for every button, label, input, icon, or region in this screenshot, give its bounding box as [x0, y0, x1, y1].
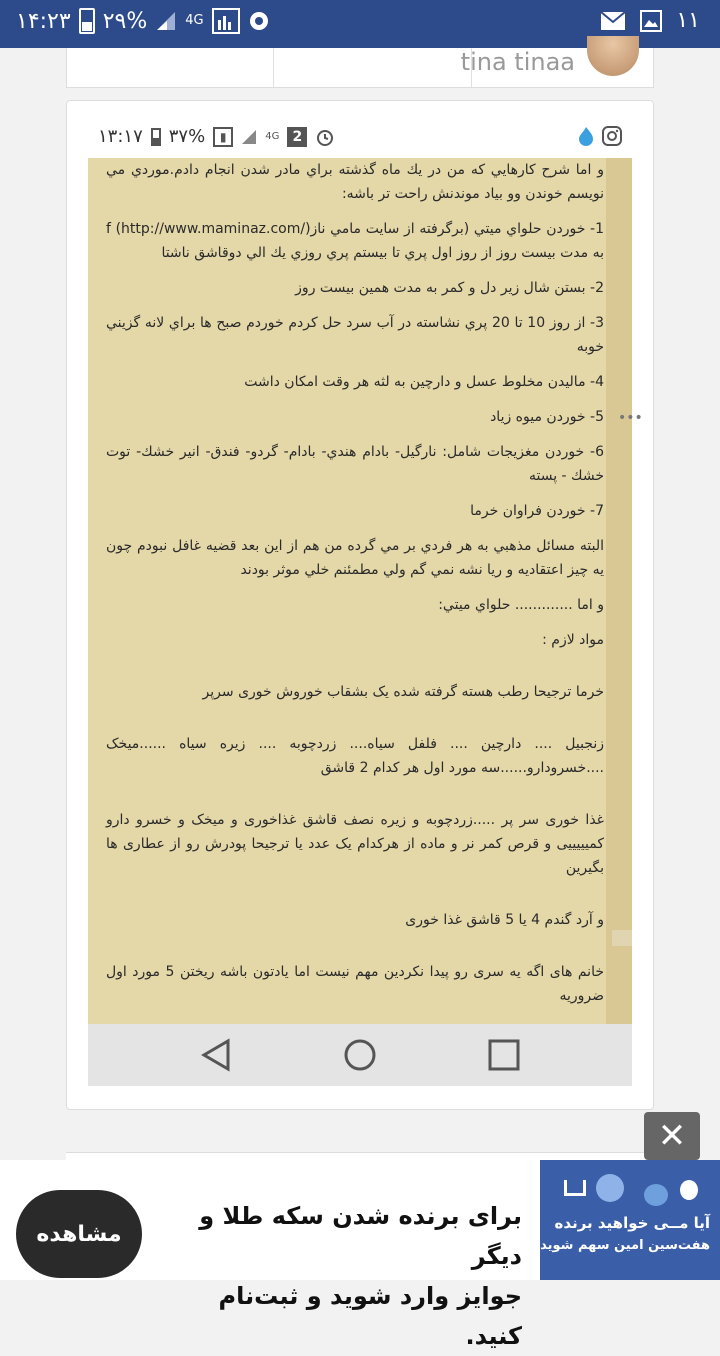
post-username[interactable]: tina tinaa	[460, 48, 575, 76]
view-ad-button[interactable]: مشاهده	[16, 1190, 142, 1278]
previous-post-card	[66, 48, 654, 88]
side-indicator: •••	[618, 410, 643, 426]
inner-network: 4G	[265, 131, 280, 142]
article-paragraph: 7- خوردن فراوان خرما	[470, 503, 604, 519]
inner-battery-icon	[151, 128, 161, 146]
article-paragraph: خرما ترجيحا رطب هسته گرفته شده يک بشقاب خوروش خوری سرپر	[202, 684, 604, 700]
article-paragraph: 4- ماليدن مخلوط عسل و دارچين به لثه هر وقت امكان داشت	[244, 374, 604, 390]
recents-icon	[487, 1038, 521, 1072]
back-icon	[200, 1038, 234, 1072]
network-type: 4G	[185, 13, 204, 28]
article-paragraph: 5- خوردن ميوه زياد	[490, 409, 604, 425]
mail-icon	[600, 11, 626, 31]
inner-battery: ۳۷%	[168, 126, 206, 147]
screenshot-nav-bar	[88, 1024, 632, 1086]
egg-icon	[644, 1184, 668, 1206]
inner-time: ۱۳:۱۷	[98, 126, 143, 147]
article-paragraph: و آرد گندم 4 یا 5 قاشق غذا خوری	[405, 912, 604, 928]
article-paragraph: 6- خوردن مغزيجات شامل: نارگيل- بادام هندي- بادام- گردو- فندق- انير خشك- توت خشك - پسته	[106, 444, 604, 484]
inner-data-icon: ▮	[213, 127, 233, 147]
inner-status-right	[578, 126, 622, 146]
inner-status-left	[98, 126, 335, 147]
article-paragraph: خانم های اگه یه سری رو پیدا نکردین مهم نیست اما یادتون باشه ریختن 5 مورد اول ضروریه	[106, 964, 604, 1004]
ad-image[interactable]	[540, 1160, 720, 1280]
ad-text-line: جوایز وارد شوید و ثبت‌نام کنید.	[218, 1282, 522, 1350]
article-paragraph: 1- خوردن حلواي ميتي (برگرفته از سايت مامي نازf (http://www.maminaz.com/) به مدت بيست روز از روز اول پري تا بيستم پري روزي يك الي دوقاشق ناشتا	[106, 221, 604, 261]
ad-image-title: آیا مــی خواهید برنده	[554, 1214, 710, 1232]
battery-icon	[79, 8, 95, 34]
status-left	[16, 8, 270, 34]
article-text	[106, 158, 604, 1071]
article-paragraph: زنجبیل .... دارچین .... فلفل سیاه.... زردچوبه .... زیره سیاه ......میخک ....خسرودارو......سه مورد اول هر کدام 2 قاشق	[106, 736, 604, 776]
coin-icon	[596, 1174, 624, 1202]
status-right	[600, 8, 700, 33]
chart-icon	[564, 1180, 586, 1196]
ad-banner[interactable]	[0, 1160, 720, 1350]
article-paragraph: مواد لازم :	[542, 632, 604, 648]
data-usage-icon	[212, 8, 240, 34]
inner-badge: 2	[287, 127, 307, 147]
article-paragraph: و اما ............. حلواي ميتي:	[438, 597, 604, 613]
apple-icon	[680, 1180, 698, 1200]
ad-text-line: برای برنده شدن سکه طلا و دیگر	[199, 1202, 522, 1270]
article-paragraph: غذا خوری سر پر .....زردچوبه و زیره نصف قاشق غذاخوری و میخک و خسرو دارو کمیییییی و قرص کمر نر و ماده از هرکدام یک عدد یا ترجیحا پودرش رو از عطاری ها بگیرین	[106, 812, 604, 876]
avatar[interactable]	[587, 36, 639, 76]
alarm-icon	[315, 127, 335, 147]
ad-text	[160, 1196, 522, 1356]
card-divider	[273, 48, 274, 87]
signal-icon	[155, 10, 177, 32]
article-paragraph: 2- بستن شال زير دل و كمر به مدت همين بيست روز	[295, 280, 604, 296]
screenshot-status-bar	[88, 118, 632, 158]
status-battery: ۲۹%	[102, 8, 148, 34]
side-mark	[612, 930, 632, 946]
article-paragraph: 3- از روز 10 تا 20 پري نشاسته در آب سرد حل كردم خوردم صبح ها براي لانه گزيني خوبه	[106, 315, 604, 355]
status-time: ۱۴:۲۳	[16, 8, 71, 34]
notification-count: ۱۱	[676, 8, 700, 33]
flame-icon	[578, 126, 594, 146]
article-paragraph: البته مسائل مذهبي به هر فردي بر مي گرده من هم از اين بعد قضيه غافل نبودم چون يه چيز اعتقاديه و ريا نشه نمي گم ولي مطمئنم خلي موثر بودند	[106, 538, 604, 578]
instagram-icon	[602, 126, 622, 146]
ad-image-subtitle: هفت‌سین امین سهم شوید	[540, 1238, 710, 1253]
inner-signal-icon	[241, 129, 257, 145]
article-paragraph: و اما شرح كارهايي كه من در يك ماه گذشته براي مادر شدن انجام دادم.موردي مي نويسم خوندن وو بياد موندنش راحت تر باشه:	[106, 162, 604, 202]
article-image	[88, 158, 632, 1024]
sync-icon	[248, 10, 270, 32]
article-margin	[606, 158, 632, 1024]
home-icon	[343, 1038, 377, 1072]
gallery-icon	[640, 10, 662, 32]
close-ad-button[interactable]: ✕	[644, 1112, 700, 1160]
